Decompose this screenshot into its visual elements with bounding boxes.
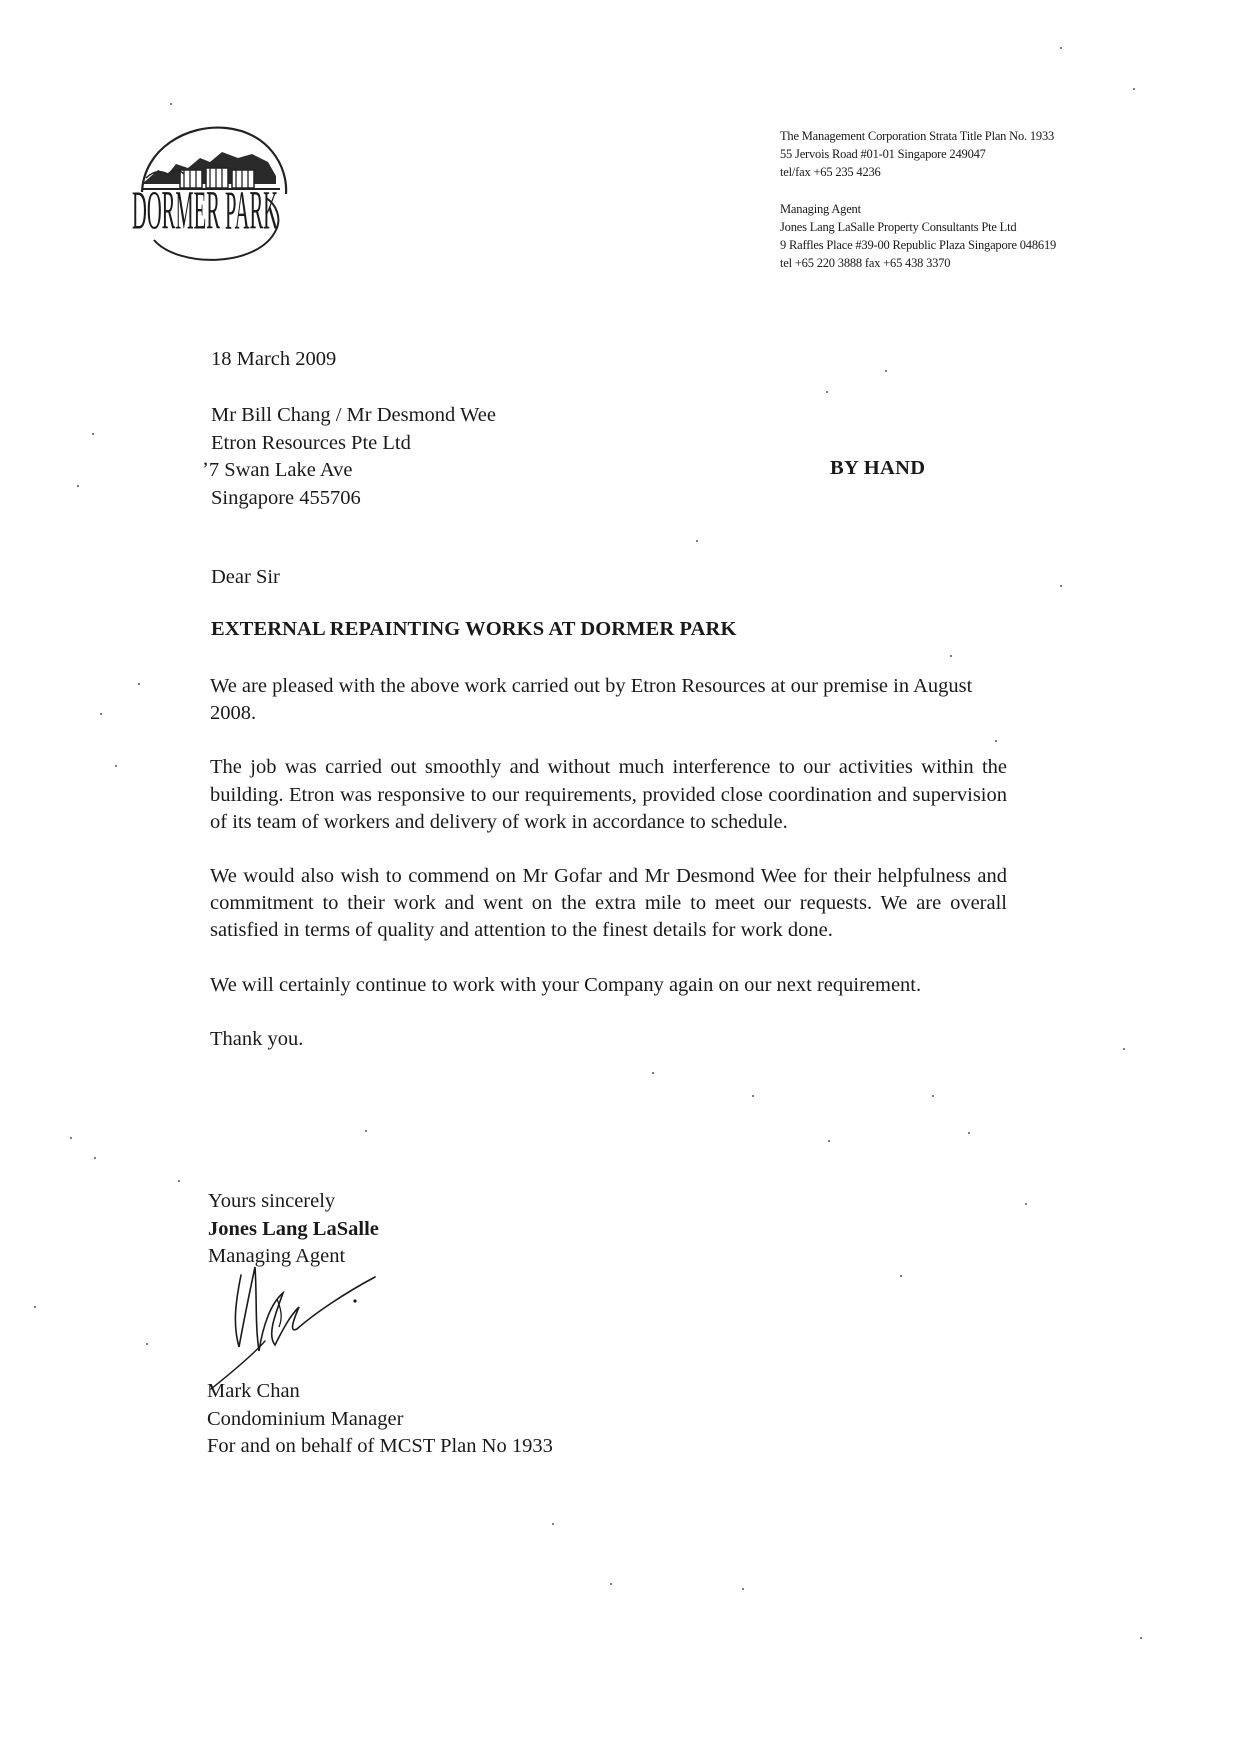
signer-block xyxy=(207,1378,553,1461)
scan-speck xyxy=(1140,1637,1142,1639)
agent-phone: tel +65 220 3888 fax +65 438 3370 xyxy=(780,256,951,270)
scan-speck xyxy=(752,1095,754,1097)
logo-graphic xyxy=(128,118,296,268)
mcst-name: The Management Corporation Strata Title Plan No. 1933 xyxy=(780,129,1055,143)
scan-speck xyxy=(652,1072,654,1074)
agent-name: Jones Lang LaSalle Property Consultants Pte Ltd xyxy=(780,220,1017,234)
scan-speck xyxy=(610,1583,612,1585)
signer-behalf: For and on behalf of MCST Plan No 1933 xyxy=(207,1435,553,1457)
scan-speck xyxy=(826,391,828,393)
scan-speck xyxy=(115,765,117,767)
scan-speck xyxy=(995,740,997,742)
svg-text:DORMER PARK: DORMER PARK xyxy=(132,179,278,242)
agent-address: 9 Raffles Place #39-00 Republic Plaza Singapore 048619 xyxy=(780,238,1057,252)
mcst-address: 55 Jervois Road #01-01 Singapore 249047 xyxy=(780,147,986,161)
body-paragraph: The job was carried out smoothly and without much interference to our activities within the building. Etron was responsive to our requirements, provided close coordination and supervision of its team of workers and delivery of work in accordance to schedule. xyxy=(210,756,1007,833)
closing-phrase: Yours sincerely xyxy=(208,1190,336,1212)
scan-speck xyxy=(1123,1048,1125,1050)
recipient-line: Singapore 455706 xyxy=(211,486,361,509)
body-paragraph: We are pleased with the above work carried out by Etron Resources at our premise in August 2008. xyxy=(210,675,973,725)
agent-heading: Managing Agent xyxy=(780,202,861,216)
body-paragraph: We would also wish to commend on Mr Gofar and Mr Desmond Wee for their helpfulness and commitment to their work and went on the extra mile to meet our requests. We are overall satisfied in terms of quality and attention to the finest details for work done. xyxy=(210,865,1007,942)
body-paragraph: Thank you. xyxy=(210,1027,304,1050)
scan-speck xyxy=(552,1523,554,1525)
salutation: Dear Sir xyxy=(211,566,280,588)
scan-speck xyxy=(70,1137,72,1139)
mcst-telfax: tel/fax +65 235 4236 xyxy=(780,165,881,179)
scan-speck xyxy=(77,485,79,487)
scan-speck xyxy=(34,1306,36,1308)
scan-speck xyxy=(932,1095,934,1097)
scan-speck xyxy=(1060,585,1062,587)
recipient-line: ʼ7 Swan Lake Ave xyxy=(202,459,353,481)
signer-title: Condominium Manager xyxy=(207,1407,404,1430)
company-name: Jones Lang LaSalle xyxy=(208,1217,379,1240)
scan-speck xyxy=(950,655,952,657)
subject-line: EXTERNAL REPAINTING WORKS AT DORMER PARK xyxy=(211,618,737,640)
recipient-address xyxy=(202,402,496,512)
scan-speck xyxy=(742,1588,744,1590)
recipient-line: Mr Bill Chang / Mr Desmond Wee xyxy=(211,404,496,426)
scan-speck xyxy=(92,433,94,435)
scan-speck xyxy=(365,1130,367,1132)
scan-speck xyxy=(146,1343,148,1345)
dormer-park-logo xyxy=(128,118,296,268)
scan-speck xyxy=(968,1132,970,1134)
letter-date: 18 March 2009 xyxy=(211,348,337,370)
scan-speck xyxy=(885,370,887,372)
scan-speck xyxy=(138,683,140,685)
scan-speck xyxy=(1025,1203,1027,1205)
handwritten-signature xyxy=(205,1255,390,1395)
signature-graphic xyxy=(205,1255,390,1395)
scan-speck xyxy=(828,1140,830,1142)
delivery-method: BY HAND xyxy=(830,457,926,479)
scan-speck xyxy=(1133,88,1135,90)
signer-name: Mark Chan xyxy=(207,1380,300,1402)
company-role: Managing Agent xyxy=(208,1245,346,1267)
sender-block xyxy=(780,127,1200,272)
scan-speck xyxy=(696,540,698,542)
recipient-line: Etron Resources Pte Ltd xyxy=(211,431,411,454)
scan-speck xyxy=(178,1180,180,1182)
scan-speck xyxy=(1060,47,1062,49)
letter-body xyxy=(210,673,1007,1080)
scan-speck xyxy=(900,1275,902,1277)
scan-speck xyxy=(94,1157,96,1159)
scan-speck xyxy=(100,713,102,715)
body-paragraph: We will certainly continue to work with your Company again on our next requirement. xyxy=(210,973,922,996)
scan-speck xyxy=(170,103,172,105)
